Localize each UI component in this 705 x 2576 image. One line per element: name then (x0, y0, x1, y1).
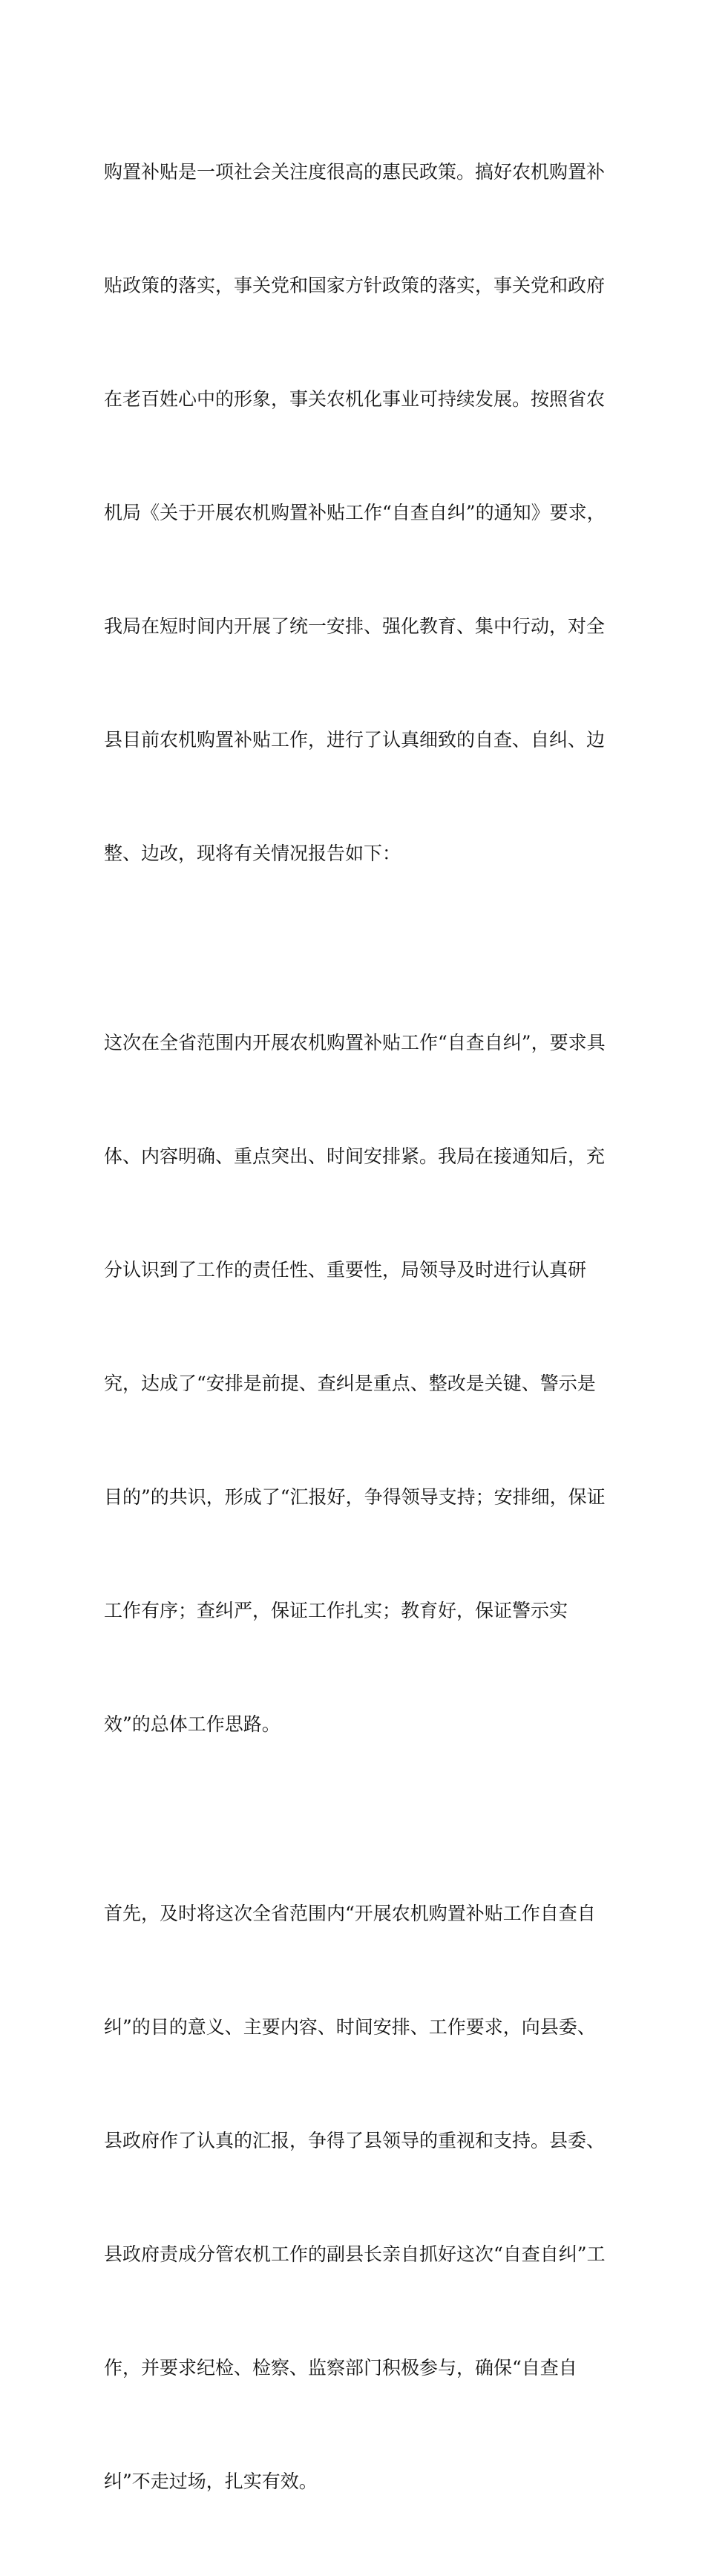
paragraph-line: 分认识到了工作的责任性、重要性，局领导及时进行认真研 (104, 1259, 587, 1281)
paragraph-line: 究，达成了“安排是前提、查纠是重点、整改是关键、警示是 (104, 1373, 596, 1394)
paragraph-line: 整、边改，现将有关情况报告如下： (104, 843, 401, 864)
paragraph-line: 效”的总体工作思路。 (104, 1713, 281, 1735)
paragraph-line: 纠”的目的意义、主要内容、时间安排、工作要求，向县委、 (104, 2016, 596, 2038)
document-body (104, 77, 606, 2576)
paragraph-line: 纠”不走过场，扎实有效。 (104, 2471, 318, 2492)
paragraph-line: 机局《关于开展农机购置补贴工作“自查自纠”的通知》要求， (104, 502, 606, 523)
paragraph-2 (104, 948, 606, 1819)
paragraph-line: 工作有序；查纠严，保证工作扎实；教育好，保证警示实 (104, 1600, 568, 1621)
paragraph-line: 县政府责成分管农机工作的副县长亲自抓好这次“自查自纠”工 (104, 2243, 606, 2265)
paragraph-line: 我局在短时间内开展了统一安排、强化教育、集中行动，对全 (104, 615, 606, 637)
paragraph-line: 目的”的共识，形成了“汇报好，争得领导支持；安排细，保证 (104, 1486, 606, 1508)
paragraph-line: 购置补贴是一项社会关注度很高的惠民政策。搞好农机购置补 (104, 161, 606, 183)
paragraph-line: 县目前农机购置补贴工作，进行了认真细致的自查、自纠、边 (104, 729, 606, 751)
paragraph-line: 贴政策的落实，事关党和国家方针政策的落实，事关党和政府 (104, 275, 606, 296)
paragraph-line: 作，并要求纪检、检察、监察部门积极参与，确保“自查自 (104, 2357, 577, 2379)
paragraph-line: 体、内容明确、重点突出、时间安排紧。我局在接通知后，充 (104, 1145, 606, 1167)
paragraph-line: 这次在全省范围内开展农机购置补贴工作“自查自纠”，要求具 (104, 1032, 606, 1053)
paragraph-line: 首先，及时将这次全省范围内“开展农机购置补贴工作自查自 (104, 1903, 596, 1924)
paragraph-line: 在老百姓心中的形象，事关农机化事业可持续发展。按照省农 (104, 388, 606, 410)
paragraph-line: 县政府作了认真的汇报，争得了县领导的重视和支持。县委、 (104, 2130, 606, 2151)
paragraph-1 (104, 77, 606, 948)
paragraph-3 (104, 1819, 606, 2576)
